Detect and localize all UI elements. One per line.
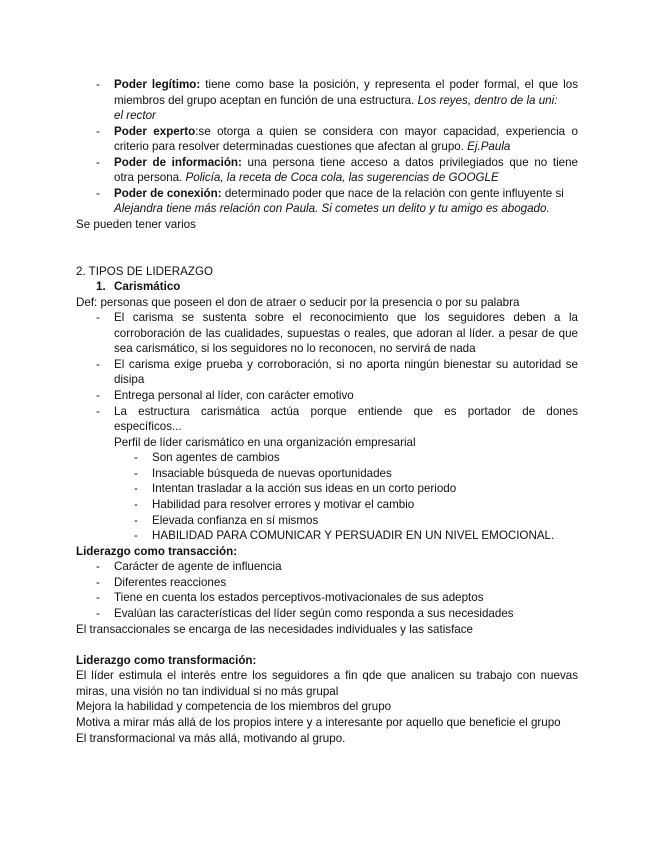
bullet-dash: - — [96, 607, 100, 620]
profile-item: Habilidad para resolver errores y motivar el cambio — [152, 498, 415, 511]
transformation-line: Mejora la habilidad y competencia de los miembros del grupo — [76, 700, 392, 713]
power-informacion-line2 — [114, 170, 499, 186]
profile-title: Perfil de líder carismático en una organización empresarial — [114, 436, 416, 449]
power-legitimo-line2 — [114, 93, 557, 109]
charisma-bullet-4-line2: específicos... — [114, 420, 182, 433]
power-label: Poder experto — [114, 125, 196, 138]
transaction-item: Carácter de agente de influencia — [114, 560, 282, 573]
charisma-bullet-1-line2: corroboración de las cualidades, supuestas o reales, que adoran al líder. a pesar de que — [114, 327, 578, 340]
power-label: Poder de conexión: — [114, 187, 222, 200]
profile-item: Son agentes de cambios — [152, 451, 280, 464]
bullet-dash: - — [134, 482, 138, 495]
power-legitimo-line3 — [114, 108, 156, 124]
heading-text: Liderazgo como transacción: — [76, 545, 238, 558]
bullet-dash: - — [134, 529, 138, 542]
bullet-dash: - — [96, 311, 100, 324]
power-example: Policía, la receta de Coca cola, las sugerencias de GOOGLE — [185, 171, 499, 184]
heading-number: 1. — [96, 280, 106, 293]
heading-text: Liderazgo como transformación: — [76, 654, 257, 667]
transformation-line: Motiva a mirar más allá de los propios intere y a interesante por aquello que beneficie el grupo — [76, 716, 561, 729]
transformation-line: miras, una visión no tan individual si no más grupal — [76, 685, 339, 698]
charisma-bullet-4-line1: La estructura carismática actúa porque entiende que es portador de dones — [114, 405, 578, 418]
section-title: 2. TIPOS DE LIDERAZGO — [76, 265, 214, 278]
transformation-line: El transformacional va más allá, motivando al grupo. — [76, 732, 346, 745]
bullet-dash: - — [96, 405, 100, 418]
bullet-dash: - — [96, 389, 100, 402]
charismatic-heading — [96, 279, 106, 295]
charisma-bullet-3: Entrega personal al líder, con carácter emotivo — [114, 389, 354, 402]
power-example: el rector — [114, 109, 156, 122]
profile-item: Insaciable búsqueda de nuevas oportunidades — [152, 467, 392, 480]
heading-text: Carismático — [114, 280, 181, 293]
bullet-dash: - — [96, 560, 100, 573]
bullet-dash: - — [96, 125, 100, 138]
bullet-dash: - — [96, 591, 100, 604]
transaction-title — [76, 544, 237, 560]
charisma-bullet-2-line2: disipa — [114, 373, 145, 386]
bullet-dash: - — [134, 451, 138, 464]
charisma-bullet-1-line1: El carisma se sustenta sobre el reconocimiento que los seguidores deben a la — [114, 311, 578, 324]
profile-item: HABILIDAD PARA COMUNICAR Y PERSUADIR EN UN NIVEL EMOCIONAL. — [152, 529, 555, 542]
bullet-dash: - — [134, 514, 138, 527]
transaction-summary: El transaccionales se encarga de las necesidades individuales y las satisface — [76, 623, 473, 636]
power-text: otra persona. — [114, 171, 186, 184]
bullet-dash: - — [96, 576, 100, 589]
power-label: Poder de información: — [114, 156, 242, 169]
bullet-dash: - — [96, 156, 100, 169]
profile-item: Intentan trasladar a la acción sus ideas en un corto periodo — [152, 482, 457, 495]
power-label: Poder legítimo: — [114, 78, 201, 91]
charisma-bullet-2-line1: El carisma exige prueba y corroboración, si no aporta ningún bienestar su autoridad se — [114, 358, 578, 371]
power-experto-line1 — [114, 124, 578, 140]
transaction-item: Evalúan las características del líder según como responda a sus necesidades — [114, 607, 514, 620]
profile-item: Elevada confianza en sí mismos — [152, 514, 319, 527]
power-experto-line2 — [114, 139, 510, 155]
bullet-dash: - — [96, 78, 100, 91]
transaction-item: Tiene en cuenta los estados perceptivos-motivacionales de sus adeptos — [114, 591, 484, 604]
bullet-dash: - — [134, 467, 138, 480]
note-text: Se pueden tener varios — [76, 218, 196, 231]
transformation-line: El líder estimula el interés entre los seguidores a fin qde que analicen su trabajo con nuevas — [76, 669, 578, 682]
bullet-dash: - — [96, 358, 100, 371]
power-example: Alejandra tiene más relación con Paula. Si cometes un delito y tu amigo es abogado. — [114, 202, 550, 215]
power-text: criterio para resolver determinadas cuestiones que afectan al grupo. — [114, 140, 468, 153]
power-text: determinado poder que nace de la relación con gente influyente si — [221, 187, 564, 200]
power-example: Ej.Paula — [467, 140, 511, 153]
charisma-bullet-1-line3: sea carismático, si los seguidores no lo reconocen, no servirá de nada — [114, 342, 476, 355]
transformation-title — [76, 653, 256, 669]
power-conexion-line1 — [114, 186, 564, 202]
power-informacion-line1 — [114, 155, 578, 171]
power-text: tiene como base la posición, y representa el poder formal, el que los — [200, 78, 578, 91]
power-example: Los reyes, dentro de la uni: — [417, 94, 558, 107]
transaction-item: Diferentes reacciones — [114, 576, 227, 589]
bullet-dash: - — [96, 187, 100, 200]
charismatic-definition: Def: personas que poseen el don de atraer o seducir por la presencia o por su palabra — [76, 296, 520, 309]
power-conexion-line2 — [114, 201, 550, 217]
charismatic-title — [114, 279, 180, 295]
power-legitimo-line1 — [114, 77, 578, 93]
power-text: miembros del grupo aceptan en función de una estructura. — [114, 94, 418, 107]
bullet-dash: - — [134, 498, 138, 511]
power-text: :se otorga a quien se considera con mayor capacidad, experiencia o — [195, 125, 578, 138]
power-text: una persona tiene acceso a datos privilegiados que no tiene — [241, 156, 578, 169]
